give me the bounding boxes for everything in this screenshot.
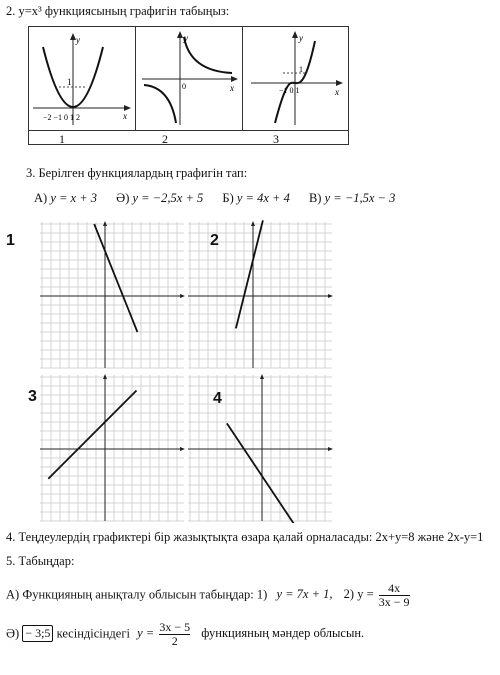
g1-ticks: −2 −1 0 1 2 [43,113,81,122]
g1-y-label: y [76,35,80,45]
question-4: 4. Теңдеулердің графиктері бір жазықтықта өзара қалай орналасады: 2x+y=8 және 2x-y=1 [6,530,484,544]
g3-ticks: −1 0 1 [279,86,300,95]
x-axis-arrow [180,294,185,298]
q5a-fraction: $\frac{4x}{3x - 9}$ [378,581,410,609]
g3-y-label: y [299,33,303,43]
q2-graph-2 [136,27,242,130]
q5b-interval: − 3;5 [22,625,53,642]
y-axis-arrow [260,374,264,379]
q2-graph-3 [243,27,348,130]
question-3: 3. Берілген функциялардың графигін тап: [26,166,248,180]
q3-option-ae: Ә) y = −2,5x + 5 [116,191,204,205]
x-axis-arrow [180,447,185,451]
q3-grid-4 [186,373,334,528]
g1-one-label: 1 [67,77,72,87]
q2-number-row [29,130,348,146]
q2-label-1: 1 [59,132,65,146]
q3-option-v: В) y = −1,5x − 3 [308,191,396,205]
q3-grid-1 [38,220,186,375]
q2-label-3: 3 [273,132,279,146]
y-axis-arrow [103,221,107,226]
y-axis-arrow [103,374,107,379]
question-5b: Ә) − 3;5 кесіндісіндегі y = $\frac{3x - 5}{2}$ функцияның мәндер облысын. [6,620,365,648]
q3-grid-3 [38,373,186,528]
q2-graph-cell-3 [243,27,348,130]
q3-option-a: А) y = x + 3 [34,191,98,205]
q2-graph-cell-1 [29,27,136,130]
question-2: 2. y=x³ функциясының графигін табыңыз: [6,4,230,18]
x-axis-arrow [328,447,333,451]
g3-one-label: 1 [299,65,303,74]
g3-x-label: x [335,87,339,97]
q2-graph-1 [29,27,135,130]
g2-zero-label: 0 [182,82,186,91]
q2-label-2: 2 [162,132,168,146]
q3-options [34,191,411,206]
g2-x-label: x [230,83,234,93]
q5b-fraction: $\frac{3x - 5}{2}$ [159,620,191,648]
q3-graph-number-4: 4 [213,390,222,407]
plotted-line [227,423,302,523]
question-5-title: 5. Табыңдар: [6,554,75,568]
y-axis-arrow [251,221,255,226]
q2-graph-table [28,26,349,145]
x-axis-arrow [328,294,333,298]
q2-graph-cell-2 [136,27,243,130]
g1-x-label: x [123,111,127,121]
g2-y-label: y [184,33,188,43]
q3-option-b: Б) y = 4x + 4 [222,191,290,205]
q3-grid-2 [186,220,334,375]
q3-graph-number-2: 2 [210,232,219,249]
plotted-line [236,220,263,328]
q3-graph-number-3: 3 [28,388,37,405]
question-5a: А) Функцияның анықталу облысын табыңдар: 1) y = 7x + 1, 2) y = $\frac{4x}{3x - 9}$ [6,581,410,609]
q3-graph-number-1: 1 [6,232,15,249]
